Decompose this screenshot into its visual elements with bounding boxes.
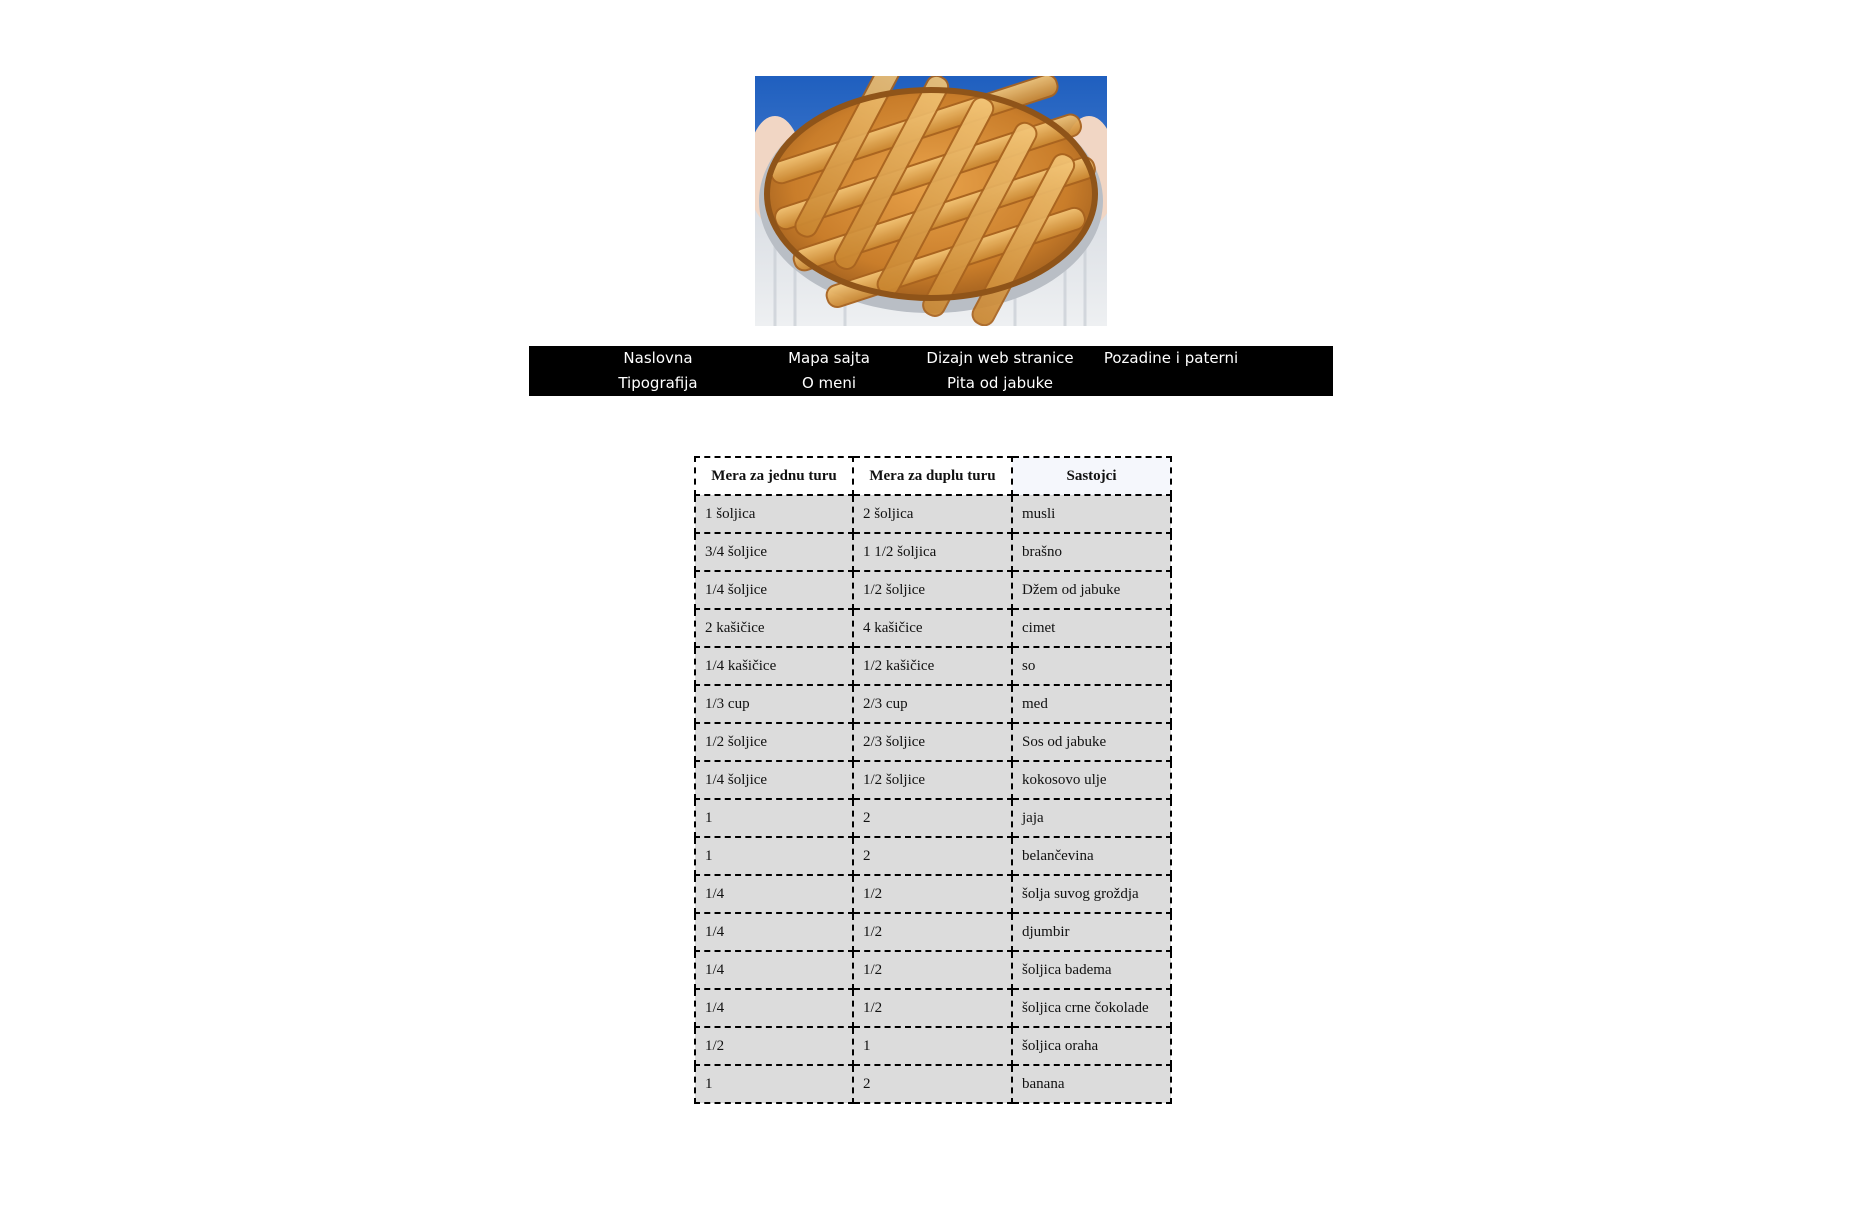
double-batch-cell: 1/2 [853,989,1012,1027]
nav-link-mapa-sajta[interactable]: Mapa sajta [788,349,870,367]
apple-pie-photo [755,76,1107,326]
double-batch-cell: 1/2 šoljice [853,761,1012,799]
nav-link-pita-od-jabuke[interactable]: Pita od jabuke [947,374,1053,392]
table-row [695,799,1171,837]
table-row [695,495,1171,533]
ingredient-cell: jaja [1012,799,1171,837]
single-batch-cell: 1/4 kašičice [695,647,853,685]
ingredient-cell: cimet [1012,609,1171,647]
ingredient-cell: so [1012,647,1171,685]
single-batch-cell: 1/4 šoljice [695,571,853,609]
double-batch-cell: 1/2 [853,875,1012,913]
single-batch-cell: 1 šoljica [695,495,853,533]
single-batch-cell: 1/2 [695,1027,853,1065]
nav-link-tipografija[interactable]: Tipografija [618,374,698,392]
ingredient-cell: belančevina [1012,837,1171,875]
nav-link-pozadine-i-paterni[interactable]: Pozadine i paterni [1103,349,1239,367]
table-row [695,875,1171,913]
table-row [695,1027,1171,1065]
table-header-row [695,457,1171,495]
ingredient-cell: šoljica oraha [1012,1027,1171,1065]
table-row [695,571,1171,609]
table-row [695,723,1171,761]
double-batch-cell: 2 [853,837,1012,875]
header-double-batch: Mera za duplu turu [853,457,1012,495]
table-row [695,913,1171,951]
single-batch-cell: 1/4 [695,989,853,1027]
double-batch-cell: 1/2 [853,951,1012,989]
table-row [695,837,1171,875]
nav-link-dizajn-web-stranice[interactable]: Dizajn web stranice [926,349,1074,367]
table-row [695,989,1171,1027]
ingredient-cell: med [1012,685,1171,723]
single-batch-cell: 1 [695,837,853,875]
table-row [695,533,1171,571]
single-batch-cell: 1 [695,1065,853,1103]
table-row [695,647,1171,685]
double-batch-cell: 2/3 cup [853,685,1012,723]
table-row [695,951,1171,989]
ingredient-cell: šoljica badema [1012,951,1171,989]
ingredient-cell: šolja suvog groždja [1012,875,1171,913]
ingredient-cell: djumbir [1012,913,1171,951]
ingredients-table [694,456,1172,1104]
table-row [695,609,1171,647]
table-row [695,685,1171,723]
double-batch-cell: 2 [853,1065,1012,1103]
main-navigation [529,346,1333,396]
single-batch-cell: 1/4 [695,875,853,913]
double-batch-cell: 1/2 [853,913,1012,951]
ingredient-cell: musli [1012,495,1171,533]
double-batch-cell: 1 1/2 šoljica [853,533,1012,571]
single-batch-cell: 1/2 šoljice [695,723,853,761]
nav-link-naslovna[interactable]: Naslovna [623,349,693,367]
table-body [695,495,1171,1103]
header-single-batch: Mera za jednu turu [695,457,853,495]
single-batch-cell: 2 kašičice [695,609,853,647]
double-batch-cell: 1/2 kašičice [853,647,1012,685]
single-batch-cell: 1/3 cup [695,685,853,723]
double-batch-cell: 1/2 šoljice [853,571,1012,609]
table-row [695,1065,1171,1103]
header-ingredients: Sastojci [1012,457,1171,495]
ingredient-cell: brašno [1012,533,1171,571]
ingredient-cell: Džem od jabuke [1012,571,1171,609]
double-batch-cell: 2 [853,799,1012,837]
ingredient-cell: Sos od jabuke [1012,723,1171,761]
single-batch-cell: 1 [695,799,853,837]
double-batch-cell: 2 šoljica [853,495,1012,533]
double-batch-cell: 1 [853,1027,1012,1065]
ingredient-cell: šoljica crne čokolade [1012,989,1171,1027]
single-batch-cell: 1/4 [695,951,853,989]
single-batch-cell: 3/4 šoljice [695,533,853,571]
table-row [695,761,1171,799]
ingredient-cell: banana [1012,1065,1171,1103]
ingredient-cell: kokosovo ulje [1012,761,1171,799]
nav-link-o-meni[interactable]: O meni [801,374,857,392]
double-batch-cell: 2/3 šoljice [853,723,1012,761]
single-batch-cell: 1/4 [695,913,853,951]
double-batch-cell: 4 kašičice [853,609,1012,647]
single-batch-cell: 1/4 šoljice [695,761,853,799]
